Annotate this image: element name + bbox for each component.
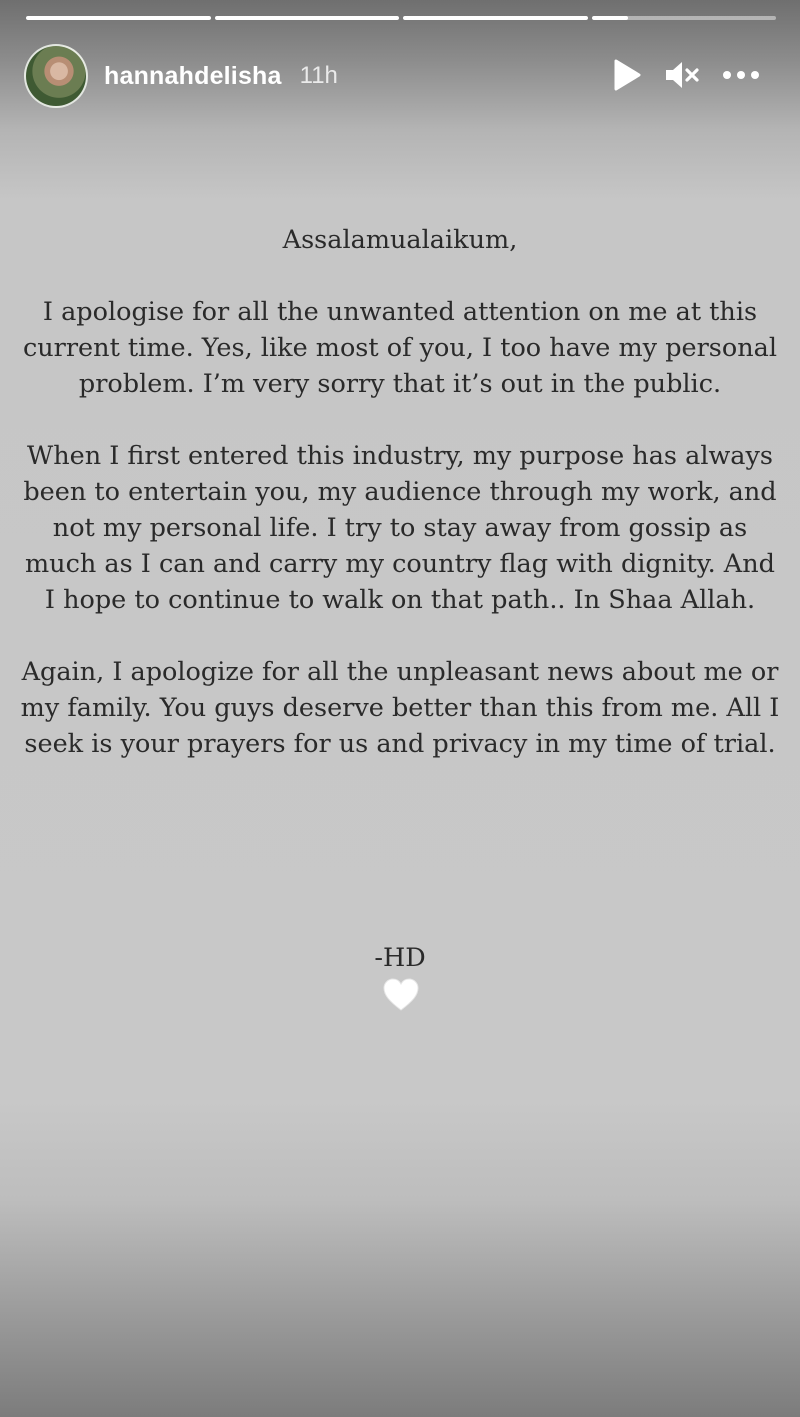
paragraph-2: When I first entered this industry, my purpose has always been to entertain you, my audience through my work, and not my personal life. I try to stay away from gossip as much as I can and carry my country flag with dignity. And I hope to continue to walk on that path.. In Shaa Allah. xyxy=(23,441,777,615)
mute-icon[interactable] xyxy=(664,58,700,92)
progress-segment-2 xyxy=(215,16,400,20)
paragraph-1: I apologise for all the unwanted attention on me at this current time. Yes, like most of you, I too have my personal problem. I’m very sorry that it’s out in the public. xyxy=(22,297,778,399)
story-progress-bars xyxy=(26,16,776,20)
progress-segment-4 xyxy=(592,16,777,20)
greeting: Assalamualaikum, xyxy=(282,225,518,255)
more-options-icon[interactable] xyxy=(722,70,760,80)
play-icon[interactable] xyxy=(612,58,642,92)
progress-segment-3 xyxy=(403,16,588,20)
username[interactable]: hannahdelisha xyxy=(104,61,282,90)
avatar[interactable] xyxy=(24,44,88,108)
story-controls xyxy=(612,58,760,92)
paragraph-3: Again, I apologize for all the unpleasant news about me or my family. You guys deserve better than this from me. All I seek is your prayers for us and privacy in my time of trial. xyxy=(20,657,780,759)
progress-segment-1 xyxy=(26,16,211,20)
signature: -HD xyxy=(374,943,426,973)
story-message xyxy=(20,222,780,798)
post-time: 11h xyxy=(299,62,338,89)
white-heart-icon xyxy=(383,978,419,1012)
